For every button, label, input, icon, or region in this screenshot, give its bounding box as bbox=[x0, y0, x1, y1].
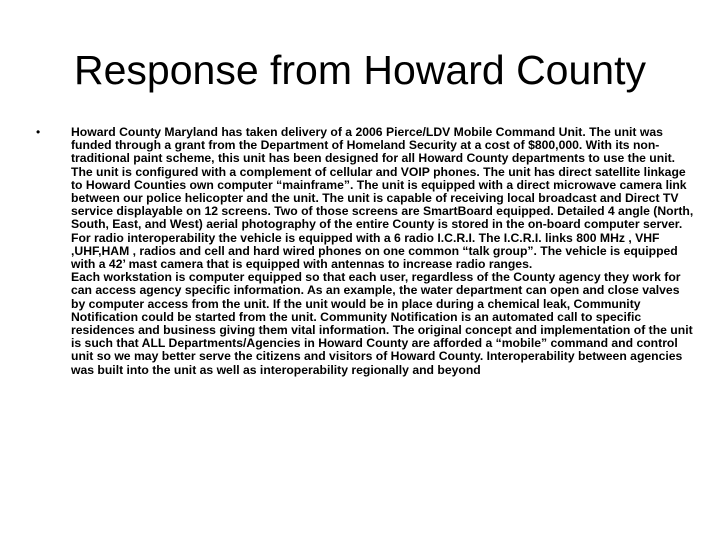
slide-title: Response from Howard County bbox=[74, 47, 646, 93]
bullet-item bbox=[36, 126, 696, 377]
paragraph-workstations: Each workstation is computer equipped so that each user, regardless of the County agency they work for can access agency specific information. As an example, the water department can open and close valves by computer access from the unit. If the unit would be in place during a chemical leak, Community Notification could be started from the unit. Community Notification is an automated call to specific residences and business giving them vital information. The original concept and implementation of the unit is such that ALL Departments/Agencies in Howard County are afforded a “mobile” command and control unit so we may better serve the citizens and visitors of Howard County. Interoperability between agencies was built into the unit as well as interoperability regionally and beyond bbox=[71, 270, 693, 377]
bullet-icon: • bbox=[36, 125, 41, 139]
bullet-text bbox=[71, 126, 696, 377]
paragraph-intro: Howard County Maryland has taken delivery of a 2006 Pierce/LDV Mobile Command Unit. The unit was funded through a grant from the Department of Homeland Security at a cost of $800,000. With its non-traditional paint scheme, this unit has been designed for all Howard County departments to use the unit. bbox=[71, 125, 676, 166]
bullet-list bbox=[36, 126, 696, 377]
paragraph-equipment: The unit is configured with a complement of cellular and VOIP phones. The unit has direct satellite linkage to Howard Counties own computer “mainframe”. The unit is equipped with a direct microwave camera link between our police helicopter and the unit. The unit is capable of receiving local broadcast and Direct TV service displayable on 12 screens. Two of those screens are SmartBoard equipped. Detailed 4 angle (North, South, East, and West) aerial photography of the entire County is stored in the on-board computer server. For radio interoperability the vehicle is equipped with a 6 radio I.C.R.I. The I.C.R.I. links 800 MHz , VHF ,UHF,HAM , radios and cell and hard wired phones on one common “talk group”. The vehicle is equipped with a 42’ mast camera that is equipped with antennas to increase radio ranges. bbox=[71, 164, 694, 272]
